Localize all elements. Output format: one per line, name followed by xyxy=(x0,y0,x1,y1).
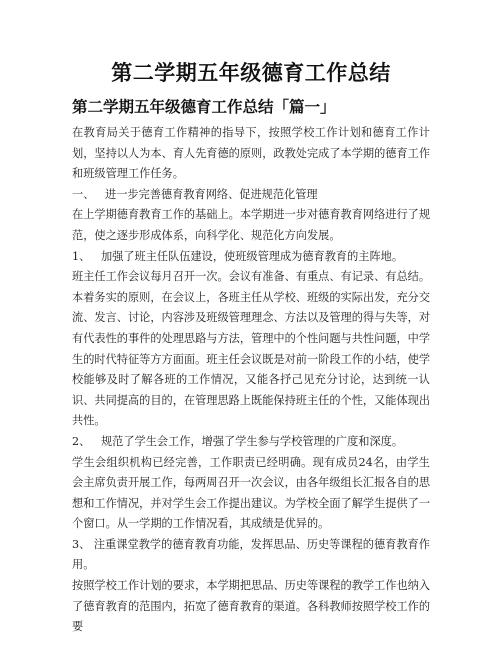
paragraph-class-teacher-meeting: 班主任工作会议每月召开一次。会议有准备、有重点、有记录、有总结。本着务实的原则，在会议上，各班主任从学校、班级的实际出发，充分交流、发言、讨论，内容涉及班级管理理念、方法以及管理的得与失等，对有代表性的事件的处理思路与方法，管理中的个性问题与共性问题，中学生的时代特征等方方面面。班主任会议既是对前一阶段工作的小结，使学校能够及时了解各班的工作情况，又能各抒己见充分讨论，达到统一认识、共同提高的目的，在管理思路上既能保持班主任的个性，又能体现出共性。 xyxy=(72,270,431,428)
paragraph-intro: 在教育局关于德育工作精神的指导下，按照学校工作计划和德育工作计划，坚持以人为本、育人先育德的原则，政教处完成了本学期的德育工作和班级管理工作任务。 xyxy=(72,126,431,181)
heading-item-1: 一、 进一步完善德育教育网络、促进规范化管理 xyxy=(72,187,318,201)
subheading-item-3: 3、 注重课堂教学的德育教育功能，发挥思品、历史等课程的德育教育作用。 xyxy=(72,537,430,572)
paragraph-student-union: 学生会组织机构已经完善，工作职责已经明确。现有成员24名，由学生会主席负责开展工作，每两周召开一次会议，由各年级组长汇报各自的思想和工作情况，并对学生会工作提出建议。为学校全面了解学生提供了一个窗口。从一学期的工作情况看，其成绩是优异的。 xyxy=(72,455,431,531)
document-body xyxy=(72,123,430,638)
document-title: 第二学期五年级德育工作总结 xyxy=(111,61,391,85)
paragraph-network: 在上学期德育教育工作的基础上。本学期进一步对德育教育网络进行了规范，使之逐步形成体系，向科学化、规范化方向发展。 xyxy=(72,208,431,242)
section-heading: 第二学期五年级德育工作总结「篇一」 xyxy=(72,98,336,116)
subheading-item-1: 1、 加强了班主任队伍建设，使班级管理成为德育教育的主阵地。 xyxy=(72,249,404,263)
subheading-item-2: 2、 规范了学生会工作，增强了学生参与学校管理的广度和深度。 xyxy=(72,434,404,448)
paragraph-classroom-teaching: 按照学校工作计划的要求，本学期把思品、历史等课程的教学工作也纳入了德育教育的范围内，拓宽了德育教育的渠道。各科教师按照学校工作的要 xyxy=(72,579,431,634)
